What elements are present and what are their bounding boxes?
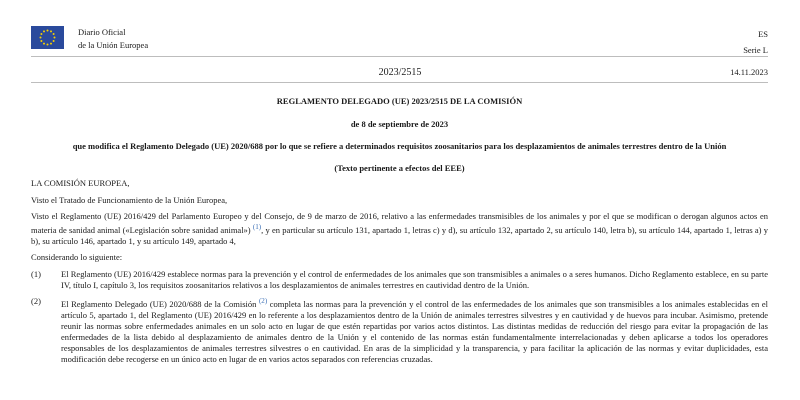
footnote-ref-2[interactable]: (2) bbox=[258, 297, 268, 306]
header-meta bbox=[743, 26, 768, 58]
eu-flag-icon bbox=[31, 26, 64, 49]
footnote-ref-1[interactable]: (1) bbox=[252, 223, 262, 231]
eee-note: (Texto pertinente a efectos del EEE) bbox=[334, 163, 465, 173]
header-divider-top bbox=[31, 56, 768, 57]
journal-line-2: de la Unión Europea bbox=[78, 39, 149, 50]
recital-item bbox=[31, 296, 768, 365]
header-divider-bottom bbox=[31, 82, 768, 83]
citation-text-cont: , y en particular su artículo 131, apartado 1, letras c) y d), su artículo 132, apartado 2, su artículo 140, letra b), su artículo 144, apartado 1, letras a) y b), su artículo 146, apartado 1, y su artículo 149, apartado 4, bbox=[31, 224, 768, 246]
document-number: 2023/2515 bbox=[378, 67, 422, 78]
regulation-subject: que modifica el Reglamento Delegado (UE) 2020/688 por lo que se refiere a determinados requisitos zoosanitarios para los desplazamientos de animales terrestres dentro de la Unión bbox=[72, 141, 727, 151]
regulation-title: REGLAMENTO DELEGADO (UE) 2023/2515 DE LA COMISIÓN bbox=[276, 96, 523, 106]
recital-number: (1) bbox=[31, 268, 41, 279]
regulation-date: de 8 de septiembre de 2023 bbox=[350, 119, 449, 129]
recital-text-cont: completa las normas para la prevención y el control de las enfermedades de los animales que son transmisibles a los animales establecidas en el artículo 5, apartado 1, del Reglamento (UE) 2016/429 en lo referente a los desplazamientos dentro de la Unión de animales terrestres silvestres y en cautividad y de huevos para incubar. Asimismo, pretende reunir las normas sobre enfermedades animales en un solo acto en lugar de que estén repartidas por varios actos distintos. Las distintas medidas de reducción del riesgo para evitar la propagación de las enfermedades de la lista debido al desplazamiento de animales dentro de la Unión y el contenido de las normas están fundamentalmente interrelacionadas y deben aplicarse a todos los operadores responsables de los desplazamientos de animales terrestres silvestres o en cautividad. En aras de la simplicidad y la transparencia, y para facilitar la aplicación de las normas y evitar duplicidades, esta modificación debe recogerse en un único acto en lugar de en varios actos separados con referencias cruzadas. bbox=[61, 299, 768, 365]
language-code: ES bbox=[758, 29, 768, 39]
citation-text: Visto el Reglamento (UE) 2016/429 del Parlamento Europeo y del Consejo, de 9 de marzo de 2016, relativo a las enfermedades transmisibles de los animales y por el que se modifican o derogan algunos actos en materia de sanidad animal («Legislación sobre sanidad animal») bbox=[31, 211, 768, 235]
journal-line-1: Diario Oficial bbox=[78, 27, 126, 37]
recital-text bbox=[61, 269, 768, 291]
recital-item bbox=[31, 269, 768, 291]
recital-number: (2) bbox=[31, 296, 41, 307]
recital-text-part: El Reglamento Delegado (UE) 2020/688 de la Comisión bbox=[61, 299, 259, 310]
regulation-citation bbox=[31, 211, 768, 247]
considering-line: Considerando lo siguiente: bbox=[31, 252, 123, 263]
journal-name bbox=[78, 26, 148, 51]
document-body bbox=[31, 178, 768, 371]
series-label: Serie L bbox=[743, 45, 768, 55]
recital-text bbox=[61, 296, 768, 365]
treaty-line: Visto el Tratado de Funcionamiento de la Unión Europea, bbox=[31, 194, 228, 205]
commission-line: LA COMISIÓN EUROPEA, bbox=[31, 178, 130, 188]
recital-text-part: El Reglamento (UE) 2016/429 establece normas para la prevención y el control de enfermedades de los animales que son transmisibles a animales o a seres humanos. Dicho Reglamento establece, en su parte IV, título I, capítulo 3, los requisitos zoosanitarios relativos a los desplazamientos de animales terrestres en cautividad dentro de la Unión. bbox=[61, 268, 768, 290]
publication-date: 14.11.2023 bbox=[730, 67, 768, 77]
